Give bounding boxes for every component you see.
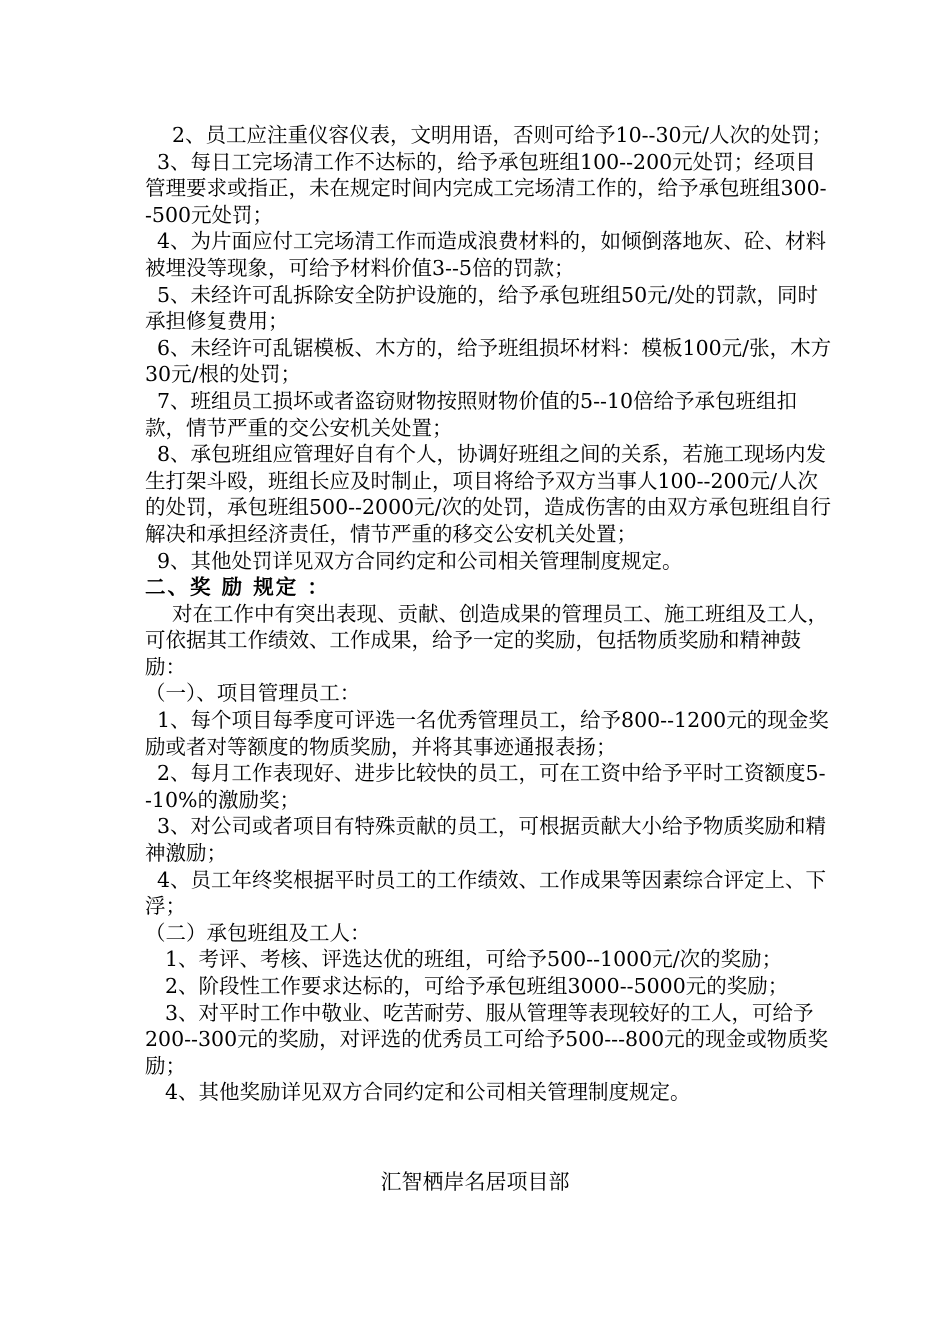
penalty-item-8: 8、承包班组应管理好自有个人，协调好班组之间的关系，若施工现场内发生打架斗殴，班组长应及时制止，项目将给予双方当事人100--200元/人次的处罚，承包班组500--2000元/次的处罚，造成伤害的由双方承包班组自行解决和承担经济责任，情节严重的移交公安机关处置； bbox=[145, 442, 832, 546]
reward-heading: 二、奖 励 规定 ： bbox=[145, 575, 330, 600]
section2-item-4: 4、其他奖励详见双方合同约定和公司相关管理制度规定。 bbox=[165, 1080, 691, 1105]
section2-title: （二）承包班组及工人： bbox=[145, 920, 371, 945]
penalty-item-6: 6、未经许可乱锯模板、木方的，给予班组损坏材料：模板100元/张，木方30元/根的处罚； bbox=[145, 335, 832, 387]
section2-item-3: 3、对平时工作中敬业、吃苦耐劳、服从管理等表现较好的工人，可给予200--300元的奖励，对评选的优秀员工可给予500---800元的现金或物质奖励； bbox=[145, 1000, 829, 1078]
document-body bbox=[145, 122, 835, 1106]
section1-title: （一）、项目管理员工： bbox=[145, 681, 361, 706]
section2-item-2: 2、阶段性工作要求达标的，可给予承包班组3000--5000元的奖励； bbox=[165, 974, 789, 998]
section1-item-1: 1、每个项目每季度可评选一名优秀管理员工，给予800--1200元的现金奖励或者对等额度的物质奖励，并将其事迹通报表扬； bbox=[145, 708, 829, 759]
penalty-item-2: 2、员工应注重仪容仪表，文明用语，否则可给予10--30元/人次的处罚； bbox=[172, 123, 832, 147]
reward-intro: 对在工作中有突出表现、贡献、创造成果的管理员工、施工班组及工人，可依据其工作绩效、工作成果，给予一定的奖励，包括物质奖励和精神鼓励： bbox=[145, 601, 828, 679]
penalty-item-4: 4、为片面应付工完场清工作而造成浪费材料的，如倾倒落地灰、砼、材料被埋没等现象，可给予材料价值3--5倍的罚款； bbox=[145, 229, 827, 280]
footer-signature: 汇智栖岸名居项目部 bbox=[380, 1170, 570, 1194]
section1-item-4: 4、员工年终奖根据平时员工的工作绩效、工作成果等因素综合评定上、下浮； bbox=[145, 867, 827, 919]
penalty-item-7: 7、班组员工损坏或者盗窃财物按照财物价值的5--10倍给予承包班组扣款，情节严重的交公安机关处置； bbox=[145, 388, 798, 440]
penalty-item-9: 9、其他处罚详见双方合同约定和公司相关管理制度规定。 bbox=[157, 548, 683, 573]
section1-item-3: 3、对公司或者项目有特殊贡献的员工，可根据贡献大小给予物质奖励和精神激励； bbox=[145, 814, 827, 866]
penalty-item-3: 3、每日工完场清工作不达标的，给予承包班组100--200元处罚；经项目管理要求或指正，未在规定时间内完成工完场清工作的，给予承包班组300--500元处罚； bbox=[145, 149, 827, 227]
section1-item-2: 2、每月工作表现好、进步比较快的员工，可在工资中给予平时工资额度5--10%的激励奖； bbox=[145, 761, 826, 812]
penalty-item-5: 5、未经许可乱拆除安全防护设施的，给予承包班组50元/处的罚款，同时承担修复费用； bbox=[145, 282, 819, 334]
section2-item-1: 1、考评、考核、评选达优的班组，可给予500--1000元/次的奖励； bbox=[165, 947, 783, 972]
